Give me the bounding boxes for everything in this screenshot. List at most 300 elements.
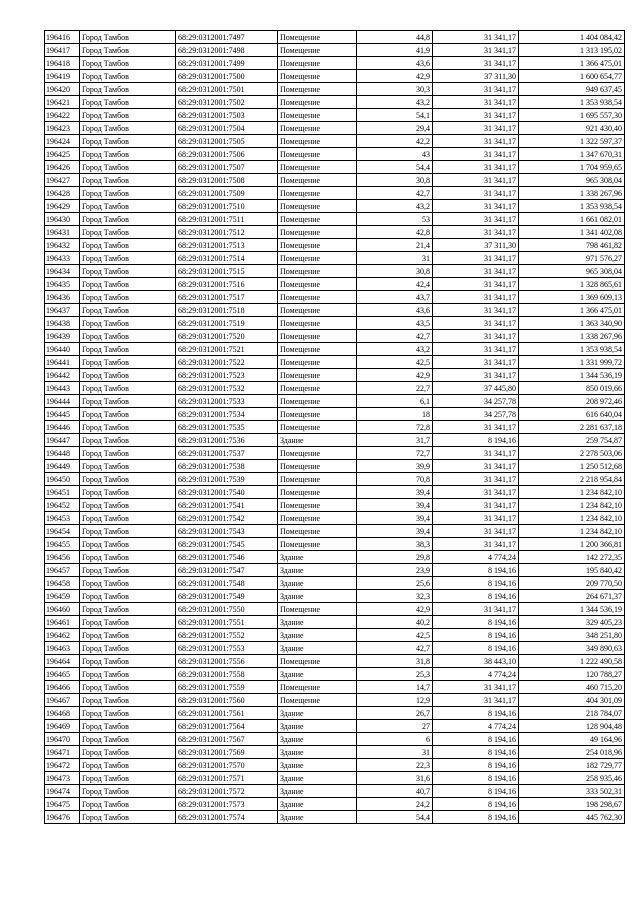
table-row bbox=[45, 96, 625, 109]
cadastral-value-cell: 1 222 490,58 bbox=[519, 655, 625, 668]
specific-value-cell: 8 194,16 bbox=[433, 434, 519, 447]
table-row bbox=[45, 161, 625, 174]
row-number-cell: 196434 bbox=[45, 265, 80, 278]
cadastral-number-cell: 68:29:0312001:7548 bbox=[176, 577, 278, 590]
table-row bbox=[45, 447, 625, 460]
area-cell: 54,4 bbox=[357, 811, 433, 824]
row-number-cell: 196474 bbox=[45, 785, 80, 798]
cadastral-value-cell: 1 200 366,81 bbox=[519, 538, 625, 551]
row-number-cell: 196459 bbox=[45, 590, 80, 603]
cadastral-value-cell: 198 298,67 bbox=[519, 798, 625, 811]
specific-value-cell: 31 341,17 bbox=[433, 356, 519, 369]
cadastral-value-cell: 965 308,04 bbox=[519, 265, 625, 278]
cadastral-value-cell: 195 840,42 bbox=[519, 564, 625, 577]
area-cell: 44,8 bbox=[357, 31, 433, 44]
cadastral-number-cell: 68:29:0312001:7549 bbox=[176, 590, 278, 603]
municipality-cell: Город Тамбов bbox=[80, 356, 176, 369]
row-number-cell: 196451 bbox=[45, 486, 80, 499]
municipality-cell: Город Тамбов bbox=[80, 759, 176, 772]
object-type-cell: Здание bbox=[278, 577, 357, 590]
specific-value-cell: 37 311,30 bbox=[433, 239, 519, 252]
area-cell: 42,9 bbox=[357, 369, 433, 382]
municipality-cell: Город Тамбов bbox=[80, 551, 176, 564]
object-type-cell: Помещение bbox=[278, 161, 357, 174]
table-row bbox=[45, 317, 625, 330]
municipality-cell: Город Тамбов bbox=[80, 148, 176, 161]
cadastral-number-cell: 68:29:0312001:7519 bbox=[176, 317, 278, 330]
row-number-cell: 196437 bbox=[45, 304, 80, 317]
table-row bbox=[45, 343, 625, 356]
area-cell: 12,9 bbox=[357, 694, 433, 707]
municipality-cell: Город Тамбов bbox=[80, 239, 176, 252]
object-type-cell: Помещение bbox=[278, 525, 357, 538]
table-row bbox=[45, 31, 625, 44]
object-type-cell: Помещение bbox=[278, 317, 357, 330]
row-number-cell: 196449 bbox=[45, 460, 80, 473]
cadastral-number-cell: 68:29:0312001:7553 bbox=[176, 642, 278, 655]
cadastral-value-cell: 1 250 512,68 bbox=[519, 460, 625, 473]
area-cell: 14,7 bbox=[357, 681, 433, 694]
specific-value-cell: 31 341,17 bbox=[433, 304, 519, 317]
cadastral-value-cell: 1 353 938,54 bbox=[519, 96, 625, 109]
row-number-cell: 196470 bbox=[45, 733, 80, 746]
table-row bbox=[45, 135, 625, 148]
table-row bbox=[45, 798, 625, 811]
object-type-cell: Помещение bbox=[278, 44, 357, 57]
table-row bbox=[45, 369, 625, 382]
object-type-cell: Здание bbox=[278, 759, 357, 772]
table-row bbox=[45, 551, 625, 564]
municipality-cell: Город Тамбов bbox=[80, 668, 176, 681]
object-type-cell: Здание bbox=[278, 564, 357, 577]
area-cell: 43,2 bbox=[357, 200, 433, 213]
specific-value-cell: 31 341,17 bbox=[433, 44, 519, 57]
table-row bbox=[45, 109, 625, 122]
object-type-cell: Здание bbox=[278, 707, 357, 720]
municipality-cell: Город Тамбов bbox=[80, 135, 176, 148]
cadastral-number-cell: 68:29:0312001:7497 bbox=[176, 31, 278, 44]
cadastral-value-cell: 1 341 402,08 bbox=[519, 226, 625, 239]
cadastral-value-cell: 208 972,46 bbox=[519, 395, 625, 408]
municipality-cell: Город Тамбов bbox=[80, 70, 176, 83]
cadastral-value-cell: 142 272,35 bbox=[519, 551, 625, 564]
specific-value-cell: 37 445,80 bbox=[433, 382, 519, 395]
table-row bbox=[45, 642, 625, 655]
specific-value-cell: 31 341,17 bbox=[433, 421, 519, 434]
municipality-cell: Город Тамбов bbox=[80, 31, 176, 44]
cadastral-number-cell: 68:29:0312001:7547 bbox=[176, 564, 278, 577]
object-type-cell: Помещение bbox=[278, 70, 357, 83]
municipality-cell: Город Тамбов bbox=[80, 707, 176, 720]
object-type-cell: Помещение bbox=[278, 265, 357, 278]
area-cell: 31,8 bbox=[357, 655, 433, 668]
table-row bbox=[45, 239, 625, 252]
area-cell: 70,8 bbox=[357, 473, 433, 486]
municipality-cell: Город Тамбов bbox=[80, 265, 176, 278]
cadastral-value-cell: 128 904,48 bbox=[519, 720, 625, 733]
row-number-cell: 196452 bbox=[45, 499, 80, 512]
document-sheet bbox=[44, 30, 624, 824]
table-row bbox=[45, 174, 625, 187]
row-number-cell: 196455 bbox=[45, 538, 80, 551]
area-cell: 25,3 bbox=[357, 668, 433, 681]
cadastral-number-cell: 68:29:0312001:7537 bbox=[176, 447, 278, 460]
table-row bbox=[45, 252, 625, 265]
table-row bbox=[45, 395, 625, 408]
object-type-cell: Помещение bbox=[278, 447, 357, 460]
table-row bbox=[45, 83, 625, 96]
cadastral-number-cell: 68:29:0312001:7552 bbox=[176, 629, 278, 642]
area-cell: 43,2 bbox=[357, 96, 433, 109]
table-row bbox=[45, 811, 625, 824]
row-number-cell: 196473 bbox=[45, 772, 80, 785]
row-number-cell: 196417 bbox=[45, 44, 80, 57]
row-number-cell: 196460 bbox=[45, 603, 80, 616]
municipality-cell: Город Тамбов bbox=[80, 304, 176, 317]
specific-value-cell: 31 341,17 bbox=[433, 512, 519, 525]
area-cell: 41,9 bbox=[357, 44, 433, 57]
specific-value-cell: 31 341,17 bbox=[433, 447, 519, 460]
row-number-cell: 196418 bbox=[45, 57, 80, 70]
municipality-cell: Город Тамбов bbox=[80, 616, 176, 629]
cadastral-number-cell: 68:29:0312001:7534 bbox=[176, 408, 278, 421]
area-cell: 27 bbox=[357, 720, 433, 733]
object-type-cell: Здание bbox=[278, 629, 357, 642]
cadastral-number-cell: 68:29:0312001:7570 bbox=[176, 759, 278, 772]
specific-value-cell: 31 341,17 bbox=[433, 252, 519, 265]
specific-value-cell: 8 194,16 bbox=[433, 733, 519, 746]
cadastral-value-cell: 1 338 267,96 bbox=[519, 187, 625, 200]
specific-value-cell: 31 341,17 bbox=[433, 343, 519, 356]
table-row bbox=[45, 200, 625, 213]
specific-value-cell: 31 341,17 bbox=[433, 135, 519, 148]
table-row bbox=[45, 434, 625, 447]
cadastral-value-cell: 1 353 938,54 bbox=[519, 343, 625, 356]
row-number-cell: 196436 bbox=[45, 291, 80, 304]
area-cell: 43,6 bbox=[357, 57, 433, 70]
table-row bbox=[45, 421, 625, 434]
municipality-cell: Город Тамбов bbox=[80, 525, 176, 538]
specific-value-cell: 34 257,78 bbox=[433, 395, 519, 408]
row-number-cell: 196424 bbox=[45, 135, 80, 148]
object-type-cell: Помещение bbox=[278, 278, 357, 291]
object-type-cell: Здание bbox=[278, 811, 357, 824]
cadastral-number-cell: 68:29:0312001:7498 bbox=[176, 44, 278, 57]
object-type-cell: Помещение bbox=[278, 304, 357, 317]
cadastral-number-cell: 68:29:0312001:7567 bbox=[176, 733, 278, 746]
object-type-cell: Здание bbox=[278, 551, 357, 564]
municipality-cell: Город Тамбов bbox=[80, 200, 176, 213]
specific-value-cell: 8 194,16 bbox=[433, 811, 519, 824]
area-cell: 25,6 bbox=[357, 577, 433, 590]
cadastral-number-cell: 68:29:0312001:7574 bbox=[176, 811, 278, 824]
area-cell: 21,4 bbox=[357, 239, 433, 252]
area-cell: 42,8 bbox=[357, 226, 433, 239]
area-cell: 72,7 bbox=[357, 447, 433, 460]
specific-value-cell: 31 341,17 bbox=[433, 681, 519, 694]
area-cell: 42,7 bbox=[357, 642, 433, 655]
object-type-cell: Помещение bbox=[278, 538, 357, 551]
table-row bbox=[45, 772, 625, 785]
area-cell: 42,2 bbox=[357, 135, 433, 148]
table-row bbox=[45, 759, 625, 772]
municipality-cell: Город Тамбов bbox=[80, 226, 176, 239]
specific-value-cell: 8 194,16 bbox=[433, 772, 519, 785]
cadastral-value-cell: 258 935,46 bbox=[519, 772, 625, 785]
table-row bbox=[45, 746, 625, 759]
object-type-cell: Здание bbox=[278, 642, 357, 655]
row-number-cell: 196469 bbox=[45, 720, 80, 733]
row-number-cell: 196471 bbox=[45, 746, 80, 759]
area-cell: 39,4 bbox=[357, 499, 433, 512]
cadastral-number-cell: 68:29:0312001:7505 bbox=[176, 135, 278, 148]
cadastral-number-cell: 68:29:0312001:7560 bbox=[176, 694, 278, 707]
specific-value-cell: 8 194,16 bbox=[433, 785, 519, 798]
row-number-cell: 196463 bbox=[45, 642, 80, 655]
specific-value-cell: 8 194,16 bbox=[433, 629, 519, 642]
specific-value-cell: 8 194,16 bbox=[433, 642, 519, 655]
table-row bbox=[45, 408, 625, 421]
cadastral-number-cell: 68:29:0312001:7538 bbox=[176, 460, 278, 473]
object-type-cell: Помещение bbox=[278, 330, 357, 343]
object-type-cell: Помещение bbox=[278, 486, 357, 499]
cadastral-value-cell: 971 576,27 bbox=[519, 252, 625, 265]
area-cell: 38,3 bbox=[357, 538, 433, 551]
cadastral-value-cell: 1 369 609,13 bbox=[519, 291, 625, 304]
table-row bbox=[45, 187, 625, 200]
table-row bbox=[45, 473, 625, 486]
cadastral-value-cell: 254 018,96 bbox=[519, 746, 625, 759]
table-row bbox=[45, 213, 625, 226]
row-number-cell: 196446 bbox=[45, 421, 80, 434]
area-cell: 39,4 bbox=[357, 486, 433, 499]
specific-value-cell: 31 341,17 bbox=[433, 291, 519, 304]
cadastral-number-cell: 68:29:0312001:7523 bbox=[176, 369, 278, 382]
table-row bbox=[45, 486, 625, 499]
object-type-cell: Здание bbox=[278, 720, 357, 733]
row-number-cell: 196445 bbox=[45, 408, 80, 421]
area-cell: 39,4 bbox=[357, 512, 433, 525]
cadastral-number-cell: 68:29:0312001:7556 bbox=[176, 655, 278, 668]
municipality-cell: Город Тамбов bbox=[80, 317, 176, 330]
municipality-cell: Город Тамбов bbox=[80, 382, 176, 395]
municipality-cell: Город Тамбов bbox=[80, 798, 176, 811]
table-row bbox=[45, 278, 625, 291]
cadastral-value-cell: 445 762,30 bbox=[519, 811, 625, 824]
cadastral-number-cell: 68:29:0312001:7551 bbox=[176, 616, 278, 629]
cadastral-value-cell: 1 344 536,19 bbox=[519, 603, 625, 616]
specific-value-cell: 8 194,16 bbox=[433, 577, 519, 590]
object-type-cell: Помещение bbox=[278, 395, 357, 408]
table-row bbox=[45, 785, 625, 798]
municipality-cell: Город Тамбов bbox=[80, 460, 176, 473]
cadastral-number-cell: 68:29:0312001:7506 bbox=[176, 148, 278, 161]
cadastral-number-cell: 68:29:0312001:7500 bbox=[176, 70, 278, 83]
specific-value-cell: 8 194,16 bbox=[433, 616, 519, 629]
cadastral-number-cell: 68:29:0312001:7510 bbox=[176, 200, 278, 213]
cadastral-number-cell: 68:29:0312001:7511 bbox=[176, 213, 278, 226]
specific-value-cell: 31 341,17 bbox=[433, 83, 519, 96]
object-type-cell: Здание bbox=[278, 733, 357, 746]
area-cell: 31 bbox=[357, 252, 433, 265]
table-row bbox=[45, 356, 625, 369]
object-type-cell: Здание bbox=[278, 746, 357, 759]
area-cell: 42,9 bbox=[357, 70, 433, 83]
specific-value-cell: 4 774,24 bbox=[433, 720, 519, 733]
area-cell: 43,6 bbox=[357, 304, 433, 317]
table-row bbox=[45, 499, 625, 512]
cadastral-number-cell: 68:29:0312001:7572 bbox=[176, 785, 278, 798]
cadastral-value-cell: 1 313 195,02 bbox=[519, 44, 625, 57]
specific-value-cell: 31 341,17 bbox=[433, 213, 519, 226]
cadastral-number-cell: 68:29:0312001:7515 bbox=[176, 265, 278, 278]
cadastral-value-cell: 329 405,23 bbox=[519, 616, 625, 629]
object-type-cell: Помещение bbox=[278, 499, 357, 512]
object-type-cell: Помещение bbox=[278, 369, 357, 382]
area-cell: 6 bbox=[357, 733, 433, 746]
table-row bbox=[45, 70, 625, 83]
cadastral-value-cell: 616 640,04 bbox=[519, 408, 625, 421]
row-number-cell: 196427 bbox=[45, 174, 80, 187]
cadastral-number-cell: 68:29:0312001:7536 bbox=[176, 434, 278, 447]
cadastral-number-cell: 68:29:0312001:7543 bbox=[176, 525, 278, 538]
specific-value-cell: 34 257,78 bbox=[433, 408, 519, 421]
municipality-cell: Город Тамбов bbox=[80, 187, 176, 200]
area-cell: 54,4 bbox=[357, 161, 433, 174]
cadastral-value-cell: 209 770,50 bbox=[519, 577, 625, 590]
object-type-cell: Здание bbox=[278, 434, 357, 447]
specific-value-cell: 31 341,17 bbox=[433, 460, 519, 473]
object-type-cell: Помещение bbox=[278, 473, 357, 486]
cadastral-value-cell: 1 347 670,31 bbox=[519, 148, 625, 161]
area-cell: 43,7 bbox=[357, 291, 433, 304]
object-type-cell: Помещение bbox=[278, 174, 357, 187]
cadastral-value-cell: 1 338 267,96 bbox=[519, 330, 625, 343]
municipality-cell: Город Тамбов bbox=[80, 44, 176, 57]
cadastral-number-cell: 68:29:0312001:7517 bbox=[176, 291, 278, 304]
cadastral-value-cell: 965 308,04 bbox=[519, 174, 625, 187]
municipality-cell: Город Тамбов bbox=[80, 421, 176, 434]
object-type-cell: Помещение bbox=[278, 694, 357, 707]
cadastral-value-cell: 333 502,31 bbox=[519, 785, 625, 798]
specific-value-cell: 8 194,16 bbox=[433, 798, 519, 811]
specific-value-cell: 31 341,17 bbox=[433, 187, 519, 200]
area-cell: 30,3 bbox=[357, 83, 433, 96]
specific-value-cell: 31 341,17 bbox=[433, 122, 519, 135]
row-number-cell: 196426 bbox=[45, 161, 80, 174]
cadastral-value-cell: 921 430,40 bbox=[519, 122, 625, 135]
cadastral-value-cell: 949 637,45 bbox=[519, 83, 625, 96]
object-type-cell: Помещение bbox=[278, 343, 357, 356]
specific-value-cell: 4 774,24 bbox=[433, 551, 519, 564]
row-number-cell: 196443 bbox=[45, 382, 80, 395]
municipality-cell: Город Тамбов bbox=[80, 733, 176, 746]
cadastral-value-cell: 1 404 084,42 bbox=[519, 31, 625, 44]
area-cell: 42,4 bbox=[357, 278, 433, 291]
specific-value-cell: 8 194,16 bbox=[433, 564, 519, 577]
cadastral-number-cell: 68:29:0312001:7561 bbox=[176, 707, 278, 720]
object-type-cell: Помещение bbox=[278, 681, 357, 694]
row-number-cell: 196465 bbox=[45, 668, 80, 681]
municipality-cell: Город Тамбов bbox=[80, 590, 176, 603]
cadastral-value-cell: 348 251,80 bbox=[519, 629, 625, 642]
table-row bbox=[45, 603, 625, 616]
table-row bbox=[45, 681, 625, 694]
area-cell: 24,2 bbox=[357, 798, 433, 811]
cadastral-number-cell: 68:29:0312001:7542 bbox=[176, 512, 278, 525]
municipality-cell: Город Тамбов bbox=[80, 564, 176, 577]
area-cell: 6,1 bbox=[357, 395, 433, 408]
row-number-cell: 196429 bbox=[45, 200, 80, 213]
cadastral-value-cell: 1 234 842,10 bbox=[519, 512, 625, 525]
municipality-cell: Город Тамбов bbox=[80, 252, 176, 265]
specific-value-cell: 31 341,17 bbox=[433, 694, 519, 707]
cadastral-value-cell: 798 461,82 bbox=[519, 239, 625, 252]
table-row bbox=[45, 590, 625, 603]
area-cell: 42,5 bbox=[357, 356, 433, 369]
area-cell: 22,3 bbox=[357, 759, 433, 772]
cadastral-number-cell: 68:29:0312001:7512 bbox=[176, 226, 278, 239]
object-type-cell: Помещение bbox=[278, 512, 357, 525]
row-number-cell: 196423 bbox=[45, 122, 80, 135]
object-type-cell: Помещение bbox=[278, 356, 357, 369]
cadastral-number-cell: 68:29:0312001:7573 bbox=[176, 798, 278, 811]
object-type-cell: Помещение bbox=[278, 213, 357, 226]
municipality-cell: Город Тамбов bbox=[80, 57, 176, 70]
municipality-cell: Город Тамбов bbox=[80, 408, 176, 421]
cadastral-number-cell: 68:29:0312001:7532 bbox=[176, 382, 278, 395]
table-row bbox=[45, 720, 625, 733]
row-number-cell: 196416 bbox=[45, 31, 80, 44]
cadastral-value-cell: 259 754,87 bbox=[519, 434, 625, 447]
municipality-cell: Город Тамбов bbox=[80, 434, 176, 447]
municipality-cell: Город Тамбов bbox=[80, 603, 176, 616]
specific-value-cell: 31 341,17 bbox=[433, 57, 519, 70]
table-row bbox=[45, 629, 625, 642]
specific-value-cell: 37 311,30 bbox=[433, 70, 519, 83]
row-number-cell: 196461 bbox=[45, 616, 80, 629]
object-type-cell: Помещение bbox=[278, 57, 357, 70]
row-number-cell: 196442 bbox=[45, 369, 80, 382]
table-row bbox=[45, 577, 625, 590]
specific-value-cell: 31 341,17 bbox=[433, 369, 519, 382]
municipality-cell: Город Тамбов bbox=[80, 395, 176, 408]
object-type-cell: Здание bbox=[278, 798, 357, 811]
specific-value-cell: 31 341,17 bbox=[433, 499, 519, 512]
cadastral-value-cell: 1 600 654,77 bbox=[519, 70, 625, 83]
table-row bbox=[45, 538, 625, 551]
row-number-cell: 196421 bbox=[45, 96, 80, 109]
object-type-cell: Здание bbox=[278, 668, 357, 681]
municipality-cell: Город Тамбов bbox=[80, 473, 176, 486]
table-row bbox=[45, 265, 625, 278]
cadastral-value-cell: 460 715,20 bbox=[519, 681, 625, 694]
municipality-cell: Город Тамбов bbox=[80, 96, 176, 109]
area-cell: 31 bbox=[357, 746, 433, 759]
specific-value-cell: 31 341,17 bbox=[433, 317, 519, 330]
row-number-cell: 196467 bbox=[45, 694, 80, 707]
municipality-cell: Город Тамбов bbox=[80, 694, 176, 707]
municipality-cell: Город Тамбов bbox=[80, 486, 176, 499]
municipality-cell: Город Тамбов bbox=[80, 278, 176, 291]
object-type-cell: Помещение bbox=[278, 122, 357, 135]
object-type-cell: Здание bbox=[278, 616, 357, 629]
cadastral-number-cell: 68:29:0312001:7550 bbox=[176, 603, 278, 616]
cadastral-value-cell: 1 322 597,37 bbox=[519, 135, 625, 148]
cadastral-value-cell: 1 234 842,10 bbox=[519, 499, 625, 512]
municipality-cell: Город Тамбов bbox=[80, 642, 176, 655]
row-number-cell: 196447 bbox=[45, 434, 80, 447]
